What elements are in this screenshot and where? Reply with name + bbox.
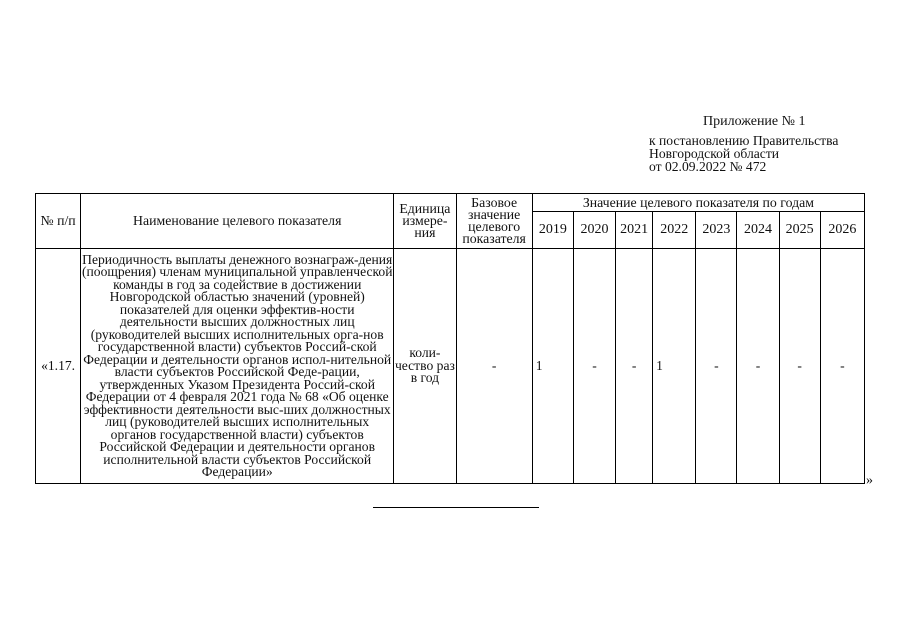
- header-indicator-name: Наименование целевого показателя: [81, 194, 394, 249]
- value-2020: -: [573, 249, 615, 484]
- year-2022: 2022: [653, 212, 696, 249]
- row-base-value: -: [456, 249, 532, 484]
- value-2024: -: [737, 249, 779, 484]
- decree-reference: [649, 134, 838, 173]
- header-unit: Единица измере-ния: [394, 194, 456, 249]
- year-2019: 2019: [532, 212, 573, 249]
- indicator-table: [35, 193, 865, 484]
- value-2026: -: [820, 249, 864, 484]
- value-2023: -: [696, 249, 737, 484]
- year-2021: 2021: [616, 212, 653, 249]
- decree-line: Новгородской области: [649, 146, 780, 161]
- year-2023: 2023: [696, 212, 737, 249]
- value-2021: -: [616, 249, 653, 484]
- value-2025: -: [779, 249, 820, 484]
- table-header-row: [36, 194, 865, 212]
- appendix-title: Приложение № 1: [703, 114, 806, 129]
- decree-line: от 02.09.2022 № 472: [649, 159, 767, 174]
- row-number: «1.17.: [36, 249, 81, 484]
- header-values-by-year: Значение целевого показателя по годам: [532, 194, 864, 212]
- bottom-divider: [373, 507, 539, 508]
- year-2024: 2024: [737, 212, 779, 249]
- year-2025: 2025: [779, 212, 820, 249]
- row-unit: коли-чество раз в год: [394, 249, 456, 484]
- row-indicator-name: Периодичность выплаты денежного вознаграж-дения (поощрения) членам муниципальной управленческой команды в год за содействие в достижении Новгородской областью значений (уровней) показателей для оценки эффектив-ности деятельности высших должностных лиц (руководителей высших исполнительных орга-нов государственной власти) субъектов Россий-ской Федерации и деятельности органов испол-нительной власти субъектов Российской Феде-рации, утвержденных Указом Президента Россий-ской Федерации от 4 февраля 2021 года № 68 «Об оценке эффективности деятельности выс-ших должностных лиц (руководителей высших исполнительных органов государственной власти) субъектов Российской Федерации и деятельности органов исполнительной власти субъектов Российской Федерации»: [81, 249, 394, 484]
- year-2026: 2026: [820, 212, 864, 249]
- closing-quote: »: [866, 473, 873, 488]
- header-base-value: Базовое значение целевого показателя: [456, 194, 532, 249]
- value-2022: 1: [653, 249, 696, 484]
- table-row: [36, 249, 865, 484]
- value-2019: 1: [532, 249, 573, 484]
- decree-line: к постановлению Правительства: [649, 133, 839, 148]
- header-number: № п/п: [36, 194, 81, 249]
- year-2020: 2020: [573, 212, 615, 249]
